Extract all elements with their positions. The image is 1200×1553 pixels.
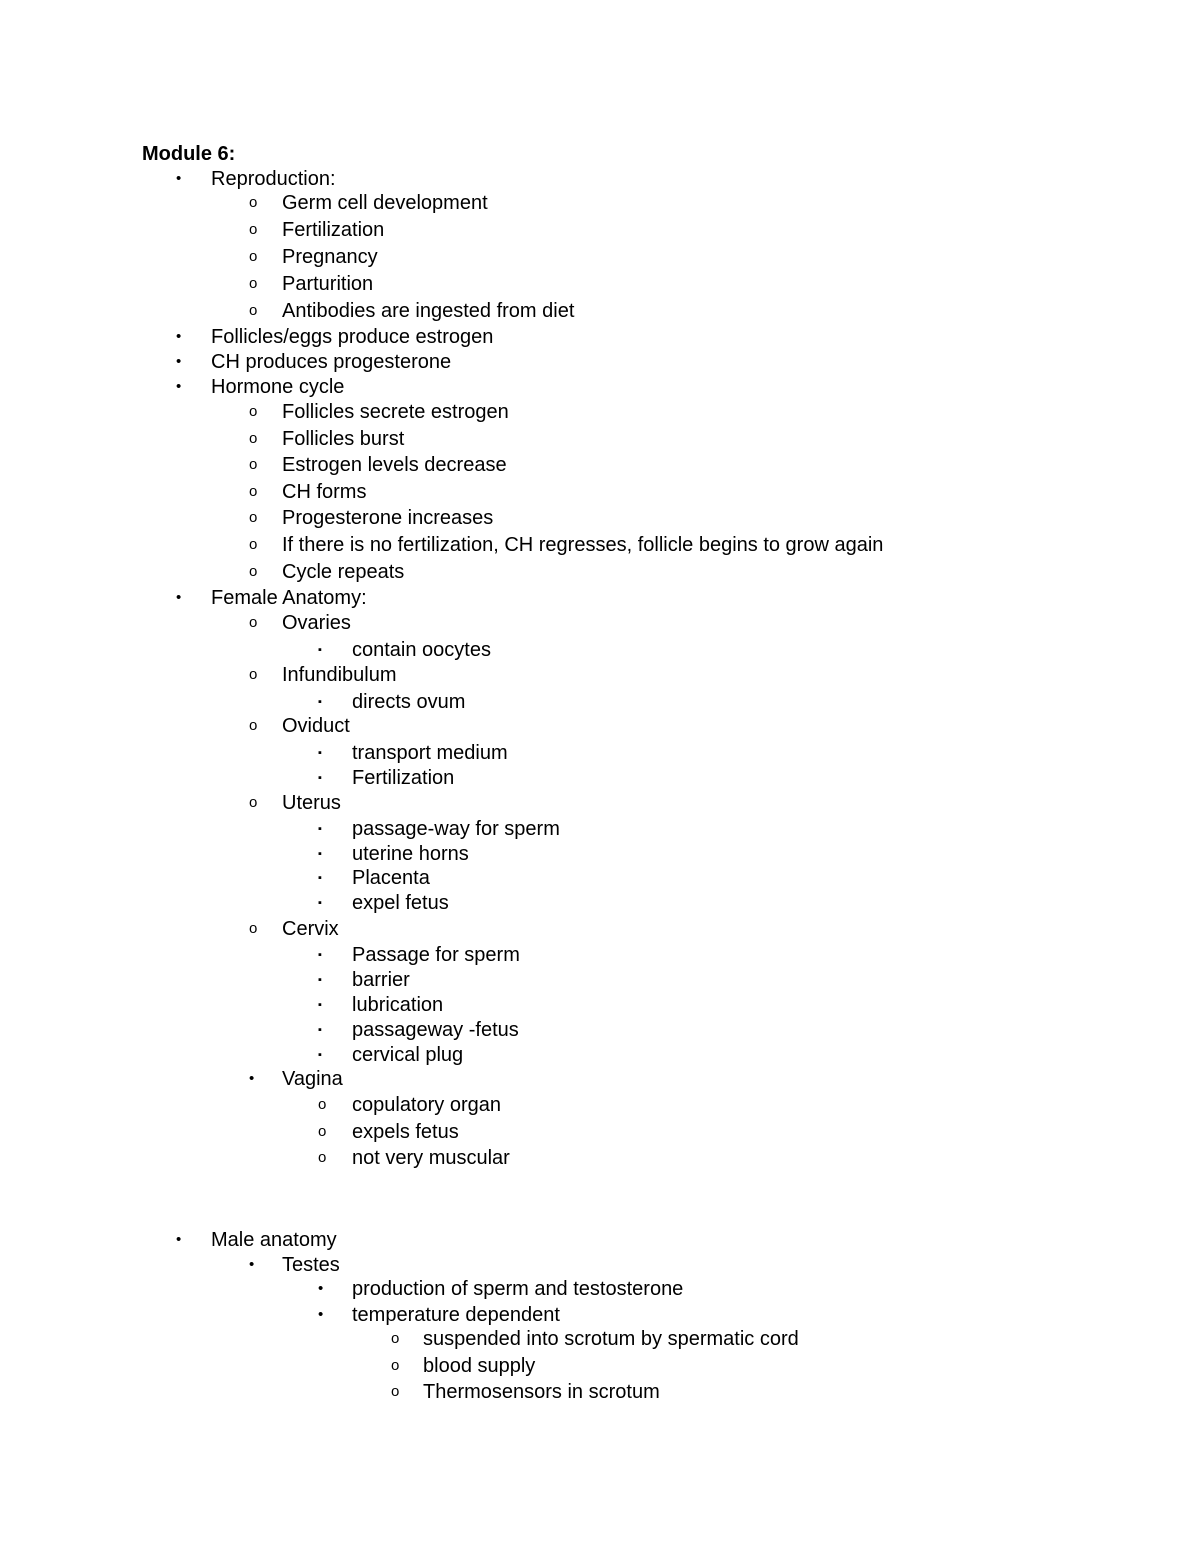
list-item-level-0: Female Anatomy: — [211, 587, 367, 609]
circle-bullet-icon: o — [249, 563, 258, 580]
list-item-level-1: Testes — [282, 1254, 340, 1276]
circle-bullet-icon: o — [391, 1357, 400, 1374]
list-item-level-2: copulatory organ — [352, 1094, 501, 1116]
list-item-level-2: barrier — [352, 969, 410, 991]
list-item-level-2: temperature dependent — [352, 1304, 560, 1326]
square-bullet-icon: ▪ — [318, 999, 322, 1011]
disc-bullet-icon: • — [176, 353, 182, 370]
circle-bullet-icon: o — [391, 1330, 400, 1347]
list-item-level-1: Uterus — [282, 792, 341, 814]
list-item-level-2: Placenta — [352, 867, 430, 889]
list-item-level-1: Oviduct — [282, 715, 350, 737]
square-bullet-icon: ▪ — [318, 747, 322, 759]
circle-bullet-icon: o — [249, 920, 258, 937]
list-item-level-1: Parturition — [282, 273, 374, 295]
square-bullet-icon: ▪ — [318, 897, 322, 909]
circle-bullet-icon: o — [249, 302, 258, 319]
disc-bullet-icon: • — [249, 1256, 255, 1273]
square-bullet-icon: ▪ — [318, 949, 322, 961]
circle-bullet-icon: o — [249, 194, 258, 211]
disc-bullet-icon: • — [318, 1306, 324, 1323]
square-bullet-icon: ▪ — [318, 772, 322, 784]
circle-bullet-icon: o — [318, 1123, 327, 1140]
square-bullet-icon: ▪ — [318, 1024, 322, 1036]
circle-bullet-icon: o — [249, 456, 258, 473]
list-item-level-3: suspended into scrotum by spermatic cord — [423, 1328, 799, 1350]
list-item-level-0: Reproduction: — [211, 168, 336, 190]
list-item-level-2: contain oocytes — [352, 639, 491, 661]
circle-bullet-icon: o — [249, 248, 258, 265]
disc-bullet-icon: • — [176, 589, 182, 606]
circle-bullet-icon: o — [249, 509, 258, 526]
circle-bullet-icon: o — [249, 221, 258, 238]
list-item-level-2: expel fetus — [352, 892, 449, 914]
circle-bullet-icon: o — [249, 430, 258, 447]
circle-bullet-icon: o — [249, 666, 258, 683]
list-item-level-2: expels fetus — [352, 1121, 459, 1143]
list-item-level-0: Follicles/eggs produce estrogen — [211, 326, 494, 348]
square-bullet-icon: ▪ — [318, 823, 322, 835]
list-item-level-2: passage-way for sperm — [352, 818, 560, 840]
list-item-level-2: not very muscular — [352, 1147, 510, 1169]
list-item-level-0: Male anatomy — [211, 1229, 337, 1251]
list-item-level-1: Cycle repeats — [282, 561, 405, 583]
list-item-level-2: Fertilization — [352, 767, 455, 789]
square-bullet-icon: ▪ — [318, 1049, 322, 1061]
list-item-level-2: directs ovum — [352, 691, 466, 713]
disc-bullet-icon: • — [176, 170, 182, 187]
list-item-level-1: Germ cell development — [282, 192, 488, 214]
square-bullet-icon: ▪ — [318, 848, 322, 860]
square-bullet-icon: ▪ — [318, 872, 322, 884]
circle-bullet-icon: o — [318, 1149, 327, 1166]
circle-bullet-icon: o — [249, 794, 258, 811]
list-item-level-1: If there is no fertilization, CH regresses, follicle begins to grow again — [282, 534, 884, 556]
disc-bullet-icon: • — [176, 378, 182, 395]
disc-bullet-icon: • — [318, 1280, 324, 1297]
list-item-level-1: Infundibulum — [282, 664, 397, 686]
list-item-level-2: transport medium — [352, 742, 508, 764]
disc-bullet-icon: • — [176, 328, 182, 345]
list-item-level-1: Estrogen levels decrease — [282, 454, 507, 476]
list-item-level-1: Cervix — [282, 918, 339, 940]
list-item-level-2: cervical plug — [352, 1044, 464, 1066]
disc-bullet-icon: • — [176, 1231, 182, 1248]
list-item-level-2: Passage for sperm — [352, 944, 520, 966]
list-item-level-1: Follicles burst — [282, 428, 405, 450]
circle-bullet-icon: o — [249, 536, 258, 553]
circle-bullet-icon: o — [249, 275, 258, 292]
list-item-level-1: Ovaries — [282, 612, 351, 634]
list-item-level-2: lubrication — [352, 994, 444, 1016]
list-item-level-1: Pregnancy — [282, 246, 378, 268]
list-item-level-2: uterine horns — [352, 843, 469, 865]
list-item-level-3: Thermosensors in scrotum — [423, 1381, 660, 1403]
circle-bullet-icon: o — [249, 403, 258, 420]
square-bullet-icon: ▪ — [318, 974, 322, 986]
circle-bullet-icon: o — [318, 1096, 327, 1113]
circle-bullet-icon: o — [249, 717, 258, 734]
list-item-level-0: CH produces progesterone — [211, 351, 452, 373]
list-item-level-3: blood supply — [423, 1355, 536, 1377]
list-item-level-1: CH forms — [282, 481, 367, 503]
circle-bullet-icon: o — [391, 1383, 400, 1400]
list-item-level-1: Fertilization — [282, 219, 385, 241]
circle-bullet-icon: o — [249, 614, 258, 631]
disc-bullet-icon: • — [249, 1070, 255, 1087]
list-item-level-2: production of sperm and testosterone — [352, 1278, 684, 1300]
list-item-level-1: Progesterone increases — [282, 507, 494, 529]
circle-bullet-icon: o — [249, 483, 258, 500]
square-bullet-icon: ▪ — [318, 696, 322, 708]
list-item-level-1: Antibodies are ingested from diet — [282, 300, 575, 322]
list-item-level-0: Hormone cycle — [211, 376, 345, 398]
list-item-level-1: Follicles secrete estrogen — [282, 401, 509, 423]
list-item-level-2: passageway -fetus — [352, 1019, 519, 1041]
square-bullet-icon: ▪ — [318, 644, 322, 656]
page-title: Module 6: — [142, 143, 236, 165]
list-item-level-1: Vagina — [282, 1068, 343, 1090]
